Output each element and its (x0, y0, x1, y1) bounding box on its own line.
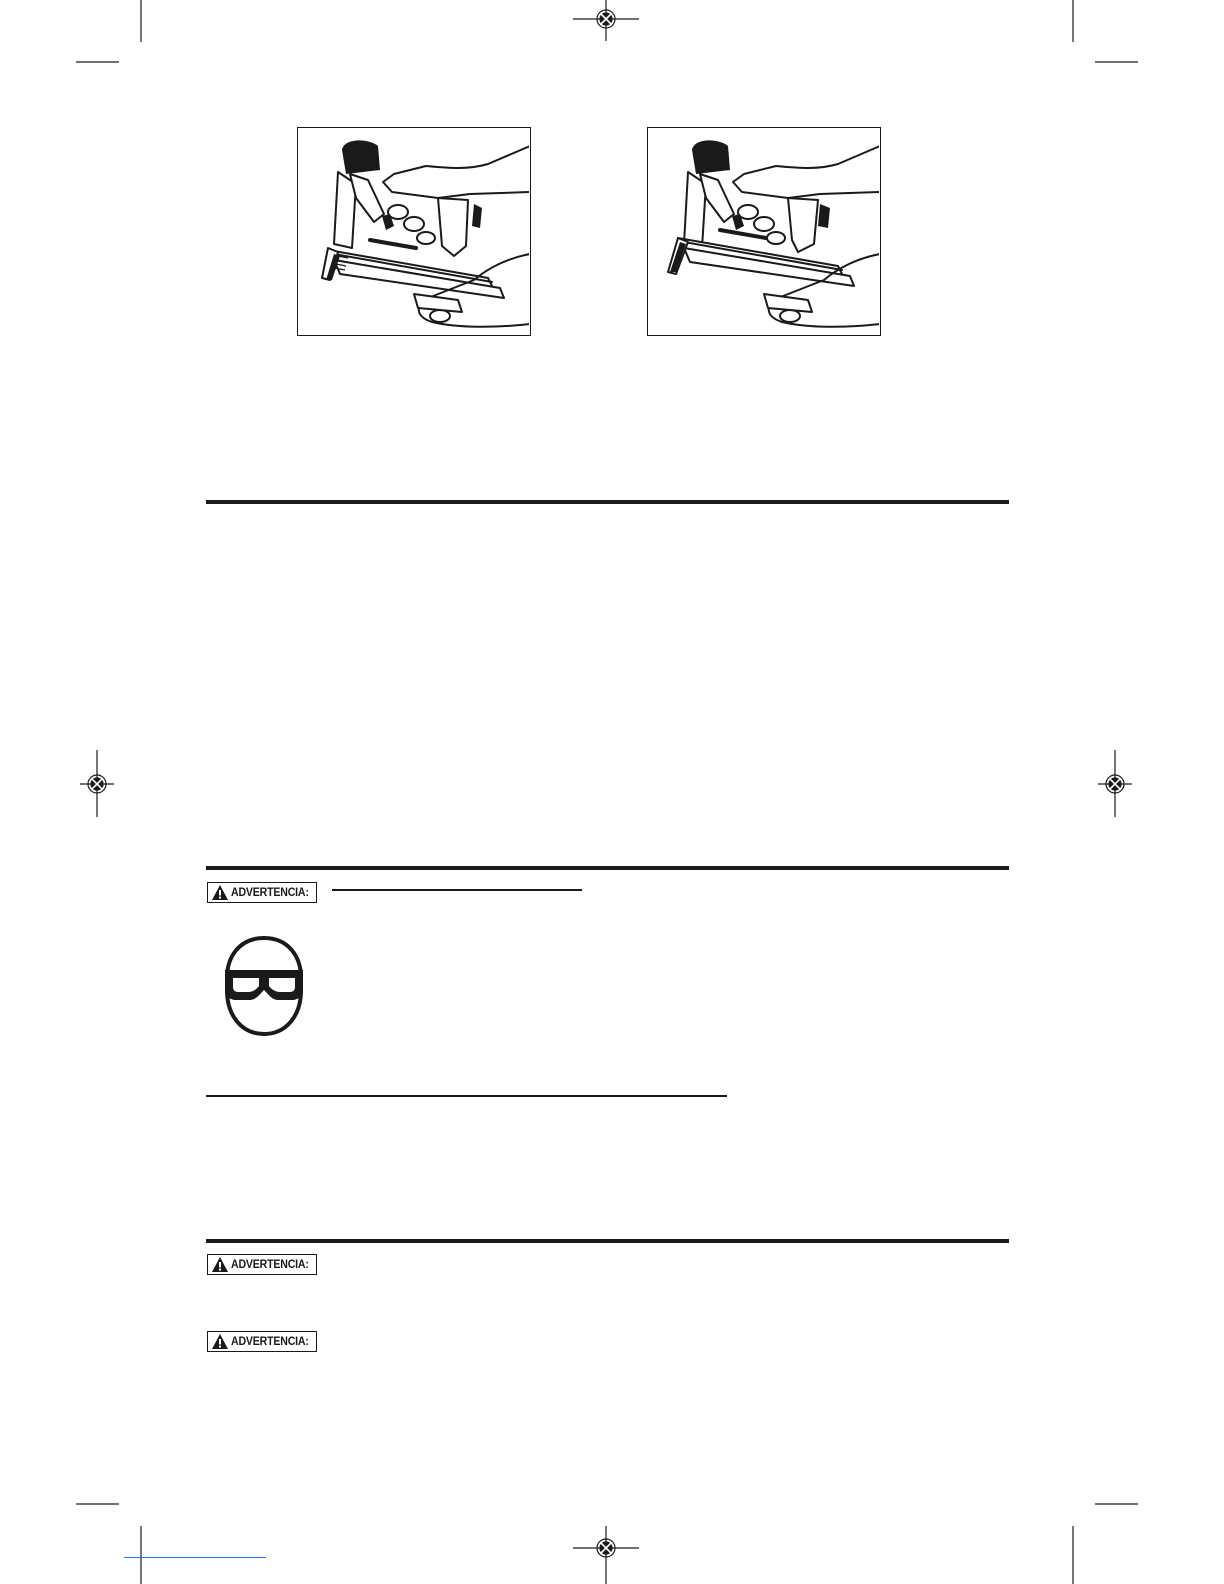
section-divider (206, 866, 1009, 870)
nailer-illustration-right (647, 127, 881, 336)
warning-badge (207, 882, 317, 903)
underline-rule (206, 1095, 727, 1097)
registration-mark-icon (573, 1526, 639, 1584)
warning-label: ADVERTENCIA: (231, 1258, 309, 1271)
section-divider (206, 1239, 1009, 1243)
safety-goggles-icon (222, 934, 306, 1036)
warning-badge (207, 1254, 317, 1275)
warning-label: ADVERTENCIA: (231, 886, 309, 899)
warning-triangle-icon (211, 1333, 229, 1350)
warning-label: ADVERTENCIA: (231, 1335, 309, 1348)
section-divider (206, 500, 1009, 504)
registration-mark-icon (80, 750, 114, 817)
nailer-illustration-left (297, 127, 531, 336)
warning-triangle-icon (211, 1256, 229, 1273)
registration-mark-icon (1098, 750, 1132, 817)
registration-mark-icon (573, 0, 639, 41)
underline-rule (332, 889, 582, 891)
warning-triangle-icon (211, 884, 229, 901)
link-underline[interactable] (124, 1557, 266, 1558)
warning-badge (207, 1331, 317, 1352)
